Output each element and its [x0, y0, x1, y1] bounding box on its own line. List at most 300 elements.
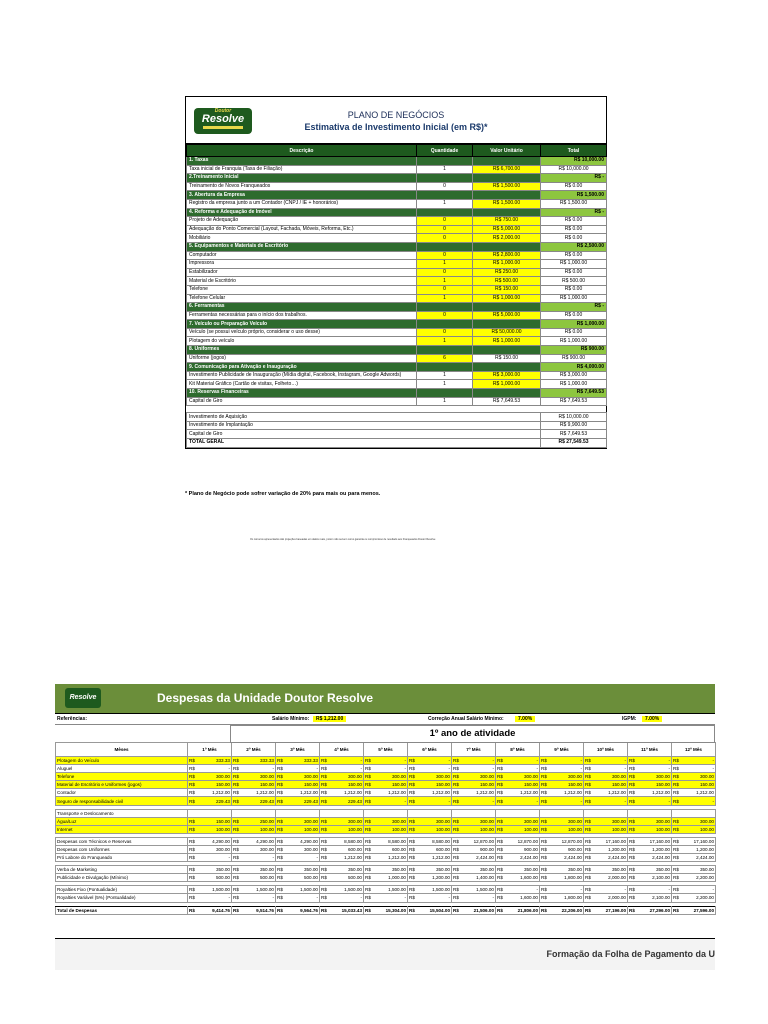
currency-symbol: R$: [453, 907, 459, 913]
month-value-cell: [496, 825, 540, 833]
amount: -: [448, 758, 450, 764]
quantity-cell: 0: [417, 251, 473, 260]
section-row: [187, 174, 607, 183]
amount: -: [580, 766, 582, 772]
section-row: [187, 242, 607, 251]
col-header-month: 8º Mês: [496, 743, 540, 757]
currency-symbol: R$: [189, 758, 195, 764]
amount: 2,000.00: [608, 875, 626, 881]
month-value-cell: [584, 894, 628, 902]
summary-total: R$ 27,549.53: [541, 439, 607, 448]
expense-label: Contador: [56, 789, 188, 797]
currency-symbol: R$: [321, 774, 327, 780]
amount: -: [272, 855, 274, 861]
amount: 150.00: [215, 782, 230, 788]
expense-row: [56, 837, 716, 845]
unit-value-cell: R$ 3,000.00: [473, 371, 541, 380]
currency-symbol: R$: [497, 774, 503, 780]
amount: -: [228, 766, 230, 772]
amount: 1,400.00: [476, 875, 494, 881]
month-value-cell: [188, 874, 232, 882]
total-cell: R$ 0.00: [541, 182, 607, 191]
currency-symbol: R$: [497, 895, 503, 901]
month-value-cell: [452, 837, 496, 845]
month-value-cell: [540, 845, 584, 853]
month-value-cell: [672, 894, 716, 902]
summary-label: Capital de Giro: [187, 430, 541, 439]
amount: 350.00: [391, 867, 406, 873]
description-cell: Material de Escritório: [187, 277, 417, 286]
month-value-cell: [276, 817, 320, 825]
currency-symbol: R$: [629, 887, 635, 893]
month-value-cell: [496, 809, 540, 817]
currency-symbol: R$: [233, 895, 239, 901]
amount: 2,100.00: [652, 875, 670, 881]
month-value-cell: [452, 765, 496, 773]
amount: -: [492, 798, 494, 804]
amount: -: [624, 758, 626, 764]
month-value-cell: [408, 825, 452, 833]
month-value-cell: [188, 773, 232, 781]
currency-symbol: R$: [541, 774, 547, 780]
sheet-title: PLANO DE NEGÓCIOS: [347, 110, 445, 120]
currency-symbol: R$: [541, 855, 547, 861]
month-value-cell: [232, 765, 276, 773]
currency-symbol: R$: [673, 782, 679, 788]
currency-symbol: R$: [673, 855, 679, 861]
summary-row: [187, 439, 607, 448]
expense-row: [56, 773, 716, 781]
currency-symbol: R$: [453, 766, 459, 772]
month-value-cell: [320, 906, 364, 914]
currency-symbol: R$: [497, 798, 503, 804]
amount: 1,800.00: [564, 875, 582, 881]
amount: 600.00: [391, 846, 406, 852]
currency-symbol: R$: [453, 887, 459, 893]
currency-symbol: R$: [233, 887, 239, 893]
month-value-cell: [584, 866, 628, 874]
item-row: [187, 354, 607, 363]
month-value-cell: [540, 866, 584, 874]
amount: 300.00: [523, 818, 538, 824]
salario-value: R$ 1,212.00: [313, 716, 346, 722]
currency-symbol: R$: [541, 798, 547, 804]
amount: 333.33: [215, 758, 230, 764]
unit-value-cell: [473, 242, 541, 251]
references-row: [55, 714, 715, 725]
month-value-cell: [672, 765, 716, 773]
month-value-cell: [408, 845, 452, 853]
amount: 4,290.00: [256, 838, 274, 844]
unit-value-cell: R$ 5,000.00: [473, 311, 541, 320]
currency-symbol: R$: [585, 838, 591, 844]
month-value-cell: [320, 854, 364, 862]
amount: 1,500.00: [476, 887, 494, 893]
expense-row: [56, 789, 716, 797]
currency-symbol: R$: [277, 782, 283, 788]
currency-symbol: R$: [453, 798, 459, 804]
currency-symbol: R$: [277, 887, 283, 893]
expenses-title: Despesas da Unidade Doutor Resolve: [157, 691, 374, 705]
currency-symbol: R$: [277, 838, 283, 844]
month-value-cell: [496, 886, 540, 894]
currency-symbol: R$: [541, 766, 547, 772]
amount: 1,212.00: [696, 790, 714, 796]
section-row: [187, 157, 607, 166]
amount: 17,160.00: [649, 838, 670, 844]
currency-symbol: R$: [277, 774, 283, 780]
month-value-cell: [452, 906, 496, 914]
description-cell: 4. Reforma e Adequação de Imóvel: [187, 208, 417, 217]
currency-symbol: R$: [585, 895, 591, 901]
summary-total: R$ 9,900.00: [541, 421, 607, 430]
amount: -: [668, 766, 670, 772]
month-value-cell: [496, 817, 540, 825]
description-cell: Adequação do Ponto Comercial (Layout, Fachada, Móveis, Reforma, Etc.): [187, 225, 417, 234]
month-value-cell: [540, 894, 584, 902]
expense-label: Publicidade e Divulgação (Mínimo): [56, 874, 188, 882]
amount: 15,033.43: [341, 907, 362, 913]
amount: 100.00: [435, 826, 450, 832]
month-value-cell: [232, 854, 276, 862]
expense-row: [56, 757, 716, 765]
currency-symbol: R$: [673, 790, 679, 796]
currency-symbol: R$: [233, 782, 239, 788]
amount: 1,212.00: [344, 855, 362, 861]
month-value-cell: [320, 809, 364, 817]
month-value-cell: [320, 757, 364, 765]
currency-symbol: R$: [585, 907, 591, 913]
currency-symbol: R$: [365, 798, 371, 804]
month-value-cell: [408, 809, 452, 817]
amount: 8,580.00: [432, 838, 450, 844]
month-value-cell: [276, 886, 320, 894]
total-cell: R$ 1,500.00: [541, 191, 607, 200]
amount: 150.00: [699, 782, 714, 788]
currency-symbol: R$: [321, 867, 327, 873]
amount: 100.00: [215, 826, 230, 832]
currency-symbol: R$: [277, 826, 283, 832]
currency-symbol: R$: [497, 907, 503, 913]
month-value-cell: [408, 817, 452, 825]
amount: -: [404, 895, 406, 901]
month-value-cell: [672, 773, 716, 781]
month-value-cell: [364, 906, 408, 914]
col-header-month: 6º Mês: [408, 743, 452, 757]
month-value-cell: [276, 866, 320, 874]
month-value-cell: [452, 797, 496, 805]
col-header-month: 7º Mês: [452, 743, 496, 757]
quantity-cell: [417, 208, 473, 217]
amount: -: [668, 887, 670, 893]
unit-value-cell: [473, 191, 541, 200]
month-value-cell: [188, 894, 232, 902]
month-value-cell: [188, 789, 232, 797]
currency-symbol: R$: [497, 766, 503, 772]
total-cell: R$ 0.00: [541, 328, 607, 337]
month-value-cell: [672, 781, 716, 789]
month-value-cell: [540, 886, 584, 894]
month-value-cell: [188, 866, 232, 874]
expense-label: Transporte e Deslocamento: [56, 809, 188, 817]
currency-symbol: R$: [673, 798, 679, 804]
summary-row: [187, 430, 607, 439]
expense-label: Telefone: [56, 773, 188, 781]
expense-label: Despesas com Uniformes: [56, 845, 188, 853]
currency-symbol: R$: [673, 838, 679, 844]
currency-symbol: R$: [277, 798, 283, 804]
item-row: [187, 285, 607, 294]
month-value-cell: [628, 874, 672, 882]
amount: 1,600.00: [520, 875, 538, 881]
currency-symbol: R$: [497, 758, 503, 764]
currency-symbol: R$: [321, 766, 327, 772]
amount: 1,212.00: [520, 790, 538, 796]
month-value-cell: [496, 906, 540, 914]
currency-symbol: R$: [585, 782, 591, 788]
currency-symbol: R$: [629, 818, 635, 824]
currency-symbol: R$: [585, 790, 591, 796]
currency-symbol: R$: [585, 887, 591, 893]
currency-symbol: R$: [233, 798, 239, 804]
month-value-cell: [364, 845, 408, 853]
total-cell: R$ 0.00: [541, 268, 607, 277]
month-value-cell: [364, 757, 408, 765]
quantity-cell: 0: [417, 225, 473, 234]
currency-symbol: R$: [585, 826, 591, 832]
currency-symbol: R$: [629, 846, 635, 852]
quantity-cell: 0: [417, 311, 473, 320]
summary-row: [187, 413, 607, 422]
item-row: [187, 397, 607, 406]
month-value-cell: [276, 781, 320, 789]
summary-label: TOTAL GERAL: [187, 439, 541, 448]
disclaimer-text: Os números apresentados são projeções baseadas em dados reais, porém não servem como garantia ou compromisso de resultado aos Franqueados Doutor Resolve: [250, 538, 436, 541]
currency-symbol: R$: [365, 774, 371, 780]
currency-symbol: R$: [277, 867, 283, 873]
description-cell: Plotagem do veículo: [187, 337, 417, 346]
currency-symbol: R$: [541, 838, 547, 844]
amount: 300.00: [347, 774, 362, 780]
month-value-cell: [408, 837, 452, 845]
month-value-cell: [628, 765, 672, 773]
currency-symbol: R$: [629, 782, 635, 788]
unit-value-cell: R$ 1,000.00: [473, 260, 541, 269]
amount: 900.00: [523, 846, 538, 852]
amount: -: [580, 798, 582, 804]
amount: 229.43: [215, 798, 230, 804]
currency-symbol: R$: [189, 766, 195, 772]
amount: 250.00: [259, 818, 274, 824]
currency-symbol: R$: [365, 875, 371, 881]
currency-symbol: R$: [541, 846, 547, 852]
month-value-cell: [452, 825, 496, 833]
month-value-cell: [188, 886, 232, 894]
amount: 100.00: [655, 826, 670, 832]
amount: -: [404, 766, 406, 772]
month-value-cell: [672, 886, 716, 894]
total-cell: R$ 0.00: [541, 217, 607, 226]
total-cell: R$ 500.00: [541, 277, 607, 286]
total-cell: R$ 2,500.00: [541, 242, 607, 251]
month-value-cell: [232, 809, 276, 817]
total-cell: R$ 1,000.00: [541, 380, 607, 389]
amount: 229.43: [303, 798, 318, 804]
item-row: [187, 165, 607, 174]
month-value-cell: [672, 797, 716, 805]
currency-symbol: R$: [585, 818, 591, 824]
currency-symbol: R$: [321, 758, 327, 764]
month-value-cell: [496, 866, 540, 874]
quantity-cell: 6: [417, 354, 473, 363]
description-cell: Estabilizador: [187, 268, 417, 277]
month-value-cell: [232, 866, 276, 874]
amount: 9,514.76: [256, 907, 274, 913]
month-value-cell: [232, 874, 276, 882]
month-value-cell: [408, 906, 452, 914]
currency-symbol: R$: [585, 846, 591, 852]
month-value-cell: [672, 866, 716, 874]
currency-symbol: R$: [629, 895, 635, 901]
month-value-cell: [188, 797, 232, 805]
quantity-cell: 1: [417, 260, 473, 269]
summary-total: R$ 10,000.00: [541, 413, 607, 422]
amount: 17,160.00: [605, 838, 626, 844]
month-value-cell: [628, 837, 672, 845]
currency-symbol: R$: [453, 774, 459, 780]
amount: 100.00: [611, 826, 626, 832]
expense-label: Royalties Variável (5%) (Pontualidade): [56, 894, 188, 902]
currency-symbol: R$: [453, 818, 459, 824]
month-value-cell: [320, 874, 364, 882]
currency-symbol: R$: [629, 907, 635, 913]
payroll-section-header: [55, 938, 715, 970]
amount: 21,806.00: [517, 907, 538, 913]
month-value-cell: [452, 845, 496, 853]
amount: 1,212.00: [652, 790, 670, 796]
month-value-cell: [452, 809, 496, 817]
month-value-cell: [364, 874, 408, 882]
amount: 100.00: [347, 826, 362, 832]
currency-symbol: R$: [365, 758, 371, 764]
currency-symbol: R$: [409, 818, 415, 824]
amount: -: [404, 798, 406, 804]
amount: -: [272, 895, 274, 901]
month-value-cell: [364, 825, 408, 833]
quantity-cell: [417, 242, 473, 251]
amount: -: [536, 887, 538, 893]
month-value-cell: [540, 773, 584, 781]
month-value-cell: [452, 817, 496, 825]
summary-label: Investimento de Aquisição: [187, 413, 541, 422]
expense-row: [56, 854, 716, 862]
currency-symbol: R$: [453, 875, 459, 881]
description-cell: 7. Veículo ou Preparação Veículo: [187, 320, 417, 329]
amount: 1,200.00: [696, 846, 714, 852]
month-value-cell: [188, 809, 232, 817]
month-value-cell: [628, 845, 672, 853]
month-value-cell: [408, 797, 452, 805]
amount: 300.00: [479, 774, 494, 780]
amount: 8,580.00: [344, 838, 362, 844]
total-cell: R$ 0.00: [541, 225, 607, 234]
description-cell: Computador: [187, 251, 417, 260]
currency-symbol: R$: [233, 826, 239, 832]
currency-symbol: R$: [585, 774, 591, 780]
item-row: [187, 260, 607, 269]
month-value-cell: [584, 825, 628, 833]
col-header-month: 9º Mês: [540, 743, 584, 757]
total-cell: R$ 0.00: [541, 311, 607, 320]
currency-symbol: R$: [409, 758, 415, 764]
month-value-cell: [364, 797, 408, 805]
currency-symbol: R$: [277, 875, 283, 881]
month-value-cell: [584, 809, 628, 817]
amount: 300.00: [611, 774, 626, 780]
currency-symbol: R$: [497, 846, 503, 852]
total-cell: R$ 10,000.00: [541, 157, 607, 166]
currency-symbol: R$: [497, 887, 503, 893]
correcao-value: 7.00%: [515, 716, 535, 722]
month-value-cell: [584, 845, 628, 853]
amount: 2,424.00: [520, 855, 538, 861]
amount: -: [316, 766, 318, 772]
col-header-month: 5º Mês: [364, 743, 408, 757]
currency-symbol: R$: [409, 895, 415, 901]
unit-value-cell: R$ 250.00: [473, 268, 541, 277]
total-label: Total de Despesas: [56, 906, 188, 914]
amount: 333.33: [259, 758, 274, 764]
month-value-cell: [364, 894, 408, 902]
month-value-cell: [584, 837, 628, 845]
month-value-cell: [584, 765, 628, 773]
currency-symbol: R$: [497, 867, 503, 873]
expense-row: [56, 797, 716, 805]
currency-symbol: R$: [277, 758, 283, 764]
amount: -: [272, 766, 274, 772]
item-row: [187, 182, 607, 191]
amount: 300.00: [699, 774, 714, 780]
currency-symbol: R$: [189, 907, 195, 913]
currency-symbol: R$: [189, 798, 195, 804]
month-value-cell: [672, 757, 716, 765]
currency-symbol: R$: [541, 790, 547, 796]
month-value-cell: [232, 894, 276, 902]
month-value-cell: [496, 781, 540, 789]
currency-symbol: R$: [409, 798, 415, 804]
month-value-cell: [188, 854, 232, 862]
month-value-cell: [232, 906, 276, 914]
currency-symbol: R$: [497, 855, 503, 861]
month-value-cell: [320, 837, 364, 845]
amount: -: [492, 766, 494, 772]
currency-symbol: R$: [365, 838, 371, 844]
currency-symbol: R$: [673, 907, 679, 913]
currency-symbol: R$: [629, 838, 635, 844]
month-value-cell: [628, 825, 672, 833]
currency-symbol: R$: [321, 790, 327, 796]
amount: 17,160.00: [693, 838, 714, 844]
description-cell: Treinamento de Novos Franqueados: [187, 182, 417, 191]
amount: 150.00: [655, 782, 670, 788]
month-value-cell: [232, 773, 276, 781]
currency-symbol: R$: [189, 774, 195, 780]
month-value-cell: [276, 809, 320, 817]
col-header-month: 10º Mês: [584, 743, 628, 757]
section-row: [187, 363, 607, 372]
amount: 350.00: [215, 867, 230, 873]
amount: 4,290.00: [300, 838, 318, 844]
